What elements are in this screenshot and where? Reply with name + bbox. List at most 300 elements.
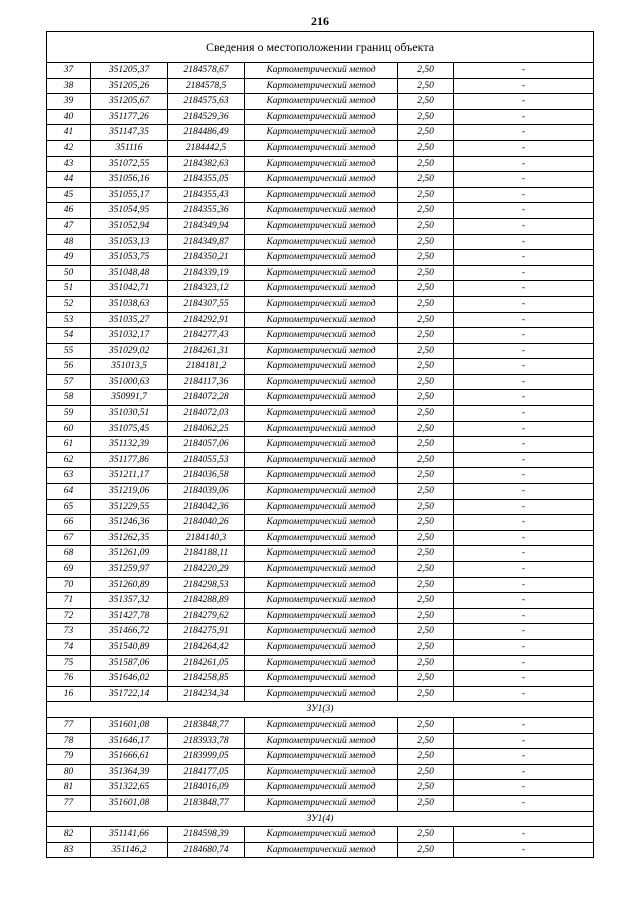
cell-point-number: 72 — [47, 608, 91, 624]
cell-note: - — [454, 686, 594, 702]
page-number: 216 — [311, 14, 329, 28]
cell-point-number: 49 — [47, 250, 91, 266]
cell-note: - — [454, 250, 594, 266]
cell-method: Картометрический метод — [245, 421, 398, 437]
cell-y-coordinate: 2184140,3 — [168, 530, 245, 546]
cell-x-coordinate: 351322,65 — [91, 780, 168, 796]
cell-method: Картометрический метод — [245, 328, 398, 344]
cell-point-number: 39 — [47, 94, 91, 110]
cell-accuracy: 2,50 — [398, 94, 454, 110]
cell-y-coordinate: 2184072,03 — [168, 406, 245, 422]
cell-note: - — [454, 608, 594, 624]
cell-method: Картометрический метод — [245, 359, 398, 375]
cell-accuracy: 2,50 — [398, 140, 454, 156]
cell-y-coordinate: 2184355,43 — [168, 187, 245, 203]
cell-accuracy: 2,50 — [398, 624, 454, 640]
table-row — [47, 140, 594, 156]
cell-y-coordinate: 2184177,05 — [168, 764, 245, 780]
cell-note: - — [454, 421, 594, 437]
cell-point-number: 55 — [47, 343, 91, 359]
cell-point-number: 64 — [47, 484, 91, 500]
cell-x-coordinate: 351072,55 — [91, 156, 168, 172]
cell-y-coordinate: 2184036,58 — [168, 468, 245, 484]
cell-point-number: 63 — [47, 468, 91, 484]
section-header-row — [47, 811, 594, 827]
cell-note: - — [454, 265, 594, 281]
cell-x-coordinate: 351427,78 — [91, 608, 168, 624]
cell-note: - — [454, 312, 594, 328]
cell-method: Картометрический метод — [245, 63, 398, 79]
cell-method: Картометрический метод — [245, 281, 398, 297]
cell-note: - — [454, 499, 594, 515]
cell-accuracy: 2,50 — [398, 265, 454, 281]
cell-accuracy: 2,50 — [398, 234, 454, 250]
cell-accuracy: 2,50 — [398, 296, 454, 312]
cell-point-number: 71 — [47, 593, 91, 609]
cell-x-coordinate: 351211,17 — [91, 468, 168, 484]
cell-point-number: 51 — [47, 281, 91, 297]
cell-note: - — [454, 827, 594, 843]
cell-note: - — [454, 296, 594, 312]
cell-accuracy: 2,50 — [398, 421, 454, 437]
cell-accuracy: 2,50 — [398, 484, 454, 500]
cell-point-number: 81 — [47, 780, 91, 796]
cell-method: Картометрический метод — [245, 250, 398, 266]
table-row — [47, 203, 594, 219]
cell-x-coordinate: 351666,61 — [91, 749, 168, 765]
cell-note: - — [454, 655, 594, 671]
cell-point-number: 58 — [47, 390, 91, 406]
table-row — [47, 780, 594, 796]
table-body — [47, 63, 594, 858]
cell-x-coordinate: 351052,94 — [91, 218, 168, 234]
cell-method: Картометрический метод — [245, 452, 398, 468]
cell-point-number: 82 — [47, 827, 91, 843]
table-caption-row — [47, 32, 594, 63]
table-row — [47, 562, 594, 578]
cell-y-coordinate: 2184350,21 — [168, 250, 245, 266]
cell-point-number: 47 — [47, 218, 91, 234]
cell-accuracy: 2,50 — [398, 281, 454, 297]
cell-accuracy: 2,50 — [398, 78, 454, 94]
cell-y-coordinate: 2184275,91 — [168, 624, 245, 640]
cell-method: Картометрический метод — [245, 125, 398, 141]
cell-point-number: 40 — [47, 109, 91, 125]
cell-point-number: 41 — [47, 125, 91, 141]
cell-point-number: 77 — [47, 795, 91, 811]
cell-note: - — [454, 234, 594, 250]
cell-point-number: 70 — [47, 577, 91, 593]
cell-note: - — [454, 577, 594, 593]
cell-accuracy: 2,50 — [398, 780, 454, 796]
table-row — [47, 639, 594, 655]
cell-y-coordinate: 2184292,91 — [168, 312, 245, 328]
cell-accuracy: 2,50 — [398, 109, 454, 125]
cell-point-number: 61 — [47, 437, 91, 453]
cell-x-coordinate: 351246,36 — [91, 515, 168, 531]
table-row — [47, 187, 594, 203]
table-row — [47, 733, 594, 749]
cell-point-number: 60 — [47, 421, 91, 437]
cell-x-coordinate: 351132,39 — [91, 437, 168, 453]
cell-y-coordinate: 2184188,11 — [168, 546, 245, 562]
cell-method: Картометрический метод — [245, 780, 398, 796]
cell-accuracy: 2,50 — [398, 671, 454, 687]
cell-note: - — [454, 671, 594, 687]
cell-x-coordinate: 351357,32 — [91, 593, 168, 609]
table-row — [47, 452, 594, 468]
cell-method: Картометрический метод — [245, 390, 398, 406]
cell-note: - — [454, 593, 594, 609]
table-row — [47, 842, 594, 858]
cell-point-number: 73 — [47, 624, 91, 640]
cell-y-coordinate: 2184298,53 — [168, 577, 245, 593]
table-row — [47, 218, 594, 234]
cell-accuracy: 2,50 — [398, 562, 454, 578]
cell-note: - — [454, 624, 594, 640]
cell-y-coordinate: 2184578,5 — [168, 78, 245, 94]
table-row — [47, 717, 594, 733]
cell-accuracy: 2,50 — [398, 608, 454, 624]
cell-y-coordinate: 2184117,36 — [168, 374, 245, 390]
table-row — [47, 312, 594, 328]
cell-accuracy: 2,50 — [398, 593, 454, 609]
cell-note: - — [454, 484, 594, 500]
cell-x-coordinate: 351205,26 — [91, 78, 168, 94]
cell-x-coordinate: 351262,35 — [91, 530, 168, 546]
table-row — [47, 484, 594, 500]
cell-x-coordinate: 351722,14 — [91, 686, 168, 702]
table-row — [47, 530, 594, 546]
cell-y-coordinate: 2184220,29 — [168, 562, 245, 578]
table-row — [47, 359, 594, 375]
table-row — [47, 608, 594, 624]
cell-method: Картометрический метод — [245, 655, 398, 671]
cell-note: - — [454, 359, 594, 375]
cell-accuracy: 2,50 — [398, 156, 454, 172]
cell-x-coordinate: 351029,02 — [91, 343, 168, 359]
cell-y-coordinate: 2184040,26 — [168, 515, 245, 531]
cell-point-number: 76 — [47, 671, 91, 687]
cell-note: - — [454, 639, 594, 655]
cell-note: - — [454, 203, 594, 219]
cell-note: - — [454, 374, 594, 390]
cell-accuracy: 2,50 — [398, 639, 454, 655]
cell-method: Картометрический метод — [245, 686, 398, 702]
cell-point-number: 83 — [47, 842, 91, 858]
cell-point-number: 79 — [47, 749, 91, 765]
table-row — [47, 795, 594, 811]
cell-note: - — [454, 156, 594, 172]
cell-y-coordinate: 2184349,87 — [168, 234, 245, 250]
cell-y-coordinate: 2183848,77 — [168, 795, 245, 811]
cell-accuracy: 2,50 — [398, 468, 454, 484]
cell-x-coordinate: 351030,51 — [91, 406, 168, 422]
cell-y-coordinate: 2184486,49 — [168, 125, 245, 141]
table-row — [47, 78, 594, 94]
cell-note: - — [454, 343, 594, 359]
cell-point-number: 77 — [47, 717, 91, 733]
cell-point-number: 75 — [47, 655, 91, 671]
cell-point-number: 54 — [47, 328, 91, 344]
table-row — [47, 655, 594, 671]
cell-note: - — [454, 390, 594, 406]
cell-method: Картометрический метод — [245, 343, 398, 359]
table-row — [47, 374, 594, 390]
table-row — [47, 827, 594, 843]
cell-point-number: 45 — [47, 187, 91, 203]
cell-method: Картометрический метод — [245, 140, 398, 156]
cell-y-coordinate: 2184277,43 — [168, 328, 245, 344]
cell-accuracy: 2,50 — [398, 655, 454, 671]
cell-x-coordinate: 351147,35 — [91, 125, 168, 141]
cell-method: Картометрический метод — [245, 733, 398, 749]
cell-method: Картометрический метод — [245, 78, 398, 94]
cell-note: - — [454, 452, 594, 468]
section-label: ЗУ1(3) — [47, 702, 594, 718]
cell-x-coordinate: 351601,08 — [91, 795, 168, 811]
table-row — [47, 624, 594, 640]
table-row — [47, 281, 594, 297]
cell-point-number: 59 — [47, 406, 91, 422]
cell-y-coordinate: 2184062,25 — [168, 421, 245, 437]
cell-y-coordinate: 2184288,89 — [168, 593, 245, 609]
cell-y-coordinate: 2183999,05 — [168, 749, 245, 765]
cell-y-coordinate: 2184072,28 — [168, 390, 245, 406]
cell-accuracy: 2,50 — [398, 577, 454, 593]
cell-accuracy: 2,50 — [398, 530, 454, 546]
table-row — [47, 468, 594, 484]
cell-accuracy: 2,50 — [398, 717, 454, 733]
cell-accuracy: 2,50 — [398, 546, 454, 562]
cell-note: - — [454, 437, 594, 453]
cell-accuracy: 2,50 — [398, 328, 454, 344]
cell-note: - — [454, 140, 594, 156]
cell-y-coordinate: 2184039,06 — [168, 484, 245, 500]
cell-note: - — [454, 749, 594, 765]
cell-point-number: 74 — [47, 639, 91, 655]
cell-y-coordinate: 2183933,78 — [168, 733, 245, 749]
cell-x-coordinate: 351055,17 — [91, 187, 168, 203]
cell-x-coordinate: 351141,66 — [91, 827, 168, 843]
table-row — [47, 63, 594, 79]
cell-y-coordinate: 2184057,06 — [168, 437, 245, 453]
cell-y-coordinate: 2184261,05 — [168, 655, 245, 671]
cell-x-coordinate: 351053,75 — [91, 250, 168, 266]
table-row — [47, 686, 594, 702]
table-row — [47, 234, 594, 250]
table-row — [47, 109, 594, 125]
cell-method: Картометрический метод — [245, 265, 398, 281]
cell-accuracy: 2,50 — [398, 733, 454, 749]
cell-method: Картометрический метод — [245, 218, 398, 234]
cell-x-coordinate: 351032,17 — [91, 328, 168, 344]
cell-accuracy: 2,50 — [398, 390, 454, 406]
table-row — [47, 172, 594, 188]
cell-x-coordinate: 351364,39 — [91, 764, 168, 780]
cell-method: Картометрический метод — [245, 187, 398, 203]
cell-method: Картометрический метод — [245, 437, 398, 453]
table-row — [47, 546, 594, 562]
cell-note: - — [454, 328, 594, 344]
cell-y-coordinate: 2184042,36 — [168, 499, 245, 515]
cell-method: Картометрический метод — [245, 608, 398, 624]
cell-note: - — [454, 63, 594, 79]
cell-point-number: 52 — [47, 296, 91, 312]
cell-method: Картометрический метод — [245, 203, 398, 219]
cell-method: Картометрический метод — [245, 234, 398, 250]
table-row — [47, 265, 594, 281]
cell-note: - — [454, 218, 594, 234]
cell-method: Картометрический метод — [245, 468, 398, 484]
cell-y-coordinate: 2184680,74 — [168, 842, 245, 858]
cell-note: - — [454, 795, 594, 811]
cell-x-coordinate: 351048,48 — [91, 265, 168, 281]
cell-y-coordinate: 2184349,94 — [168, 218, 245, 234]
cell-method: Картометрический метод — [245, 562, 398, 578]
table-row — [47, 406, 594, 422]
section-header-row — [47, 702, 594, 718]
cell-y-coordinate: 2184323,12 — [168, 281, 245, 297]
cell-point-number: 48 — [47, 234, 91, 250]
cell-point-number: 56 — [47, 359, 91, 375]
cell-note: - — [454, 530, 594, 546]
cell-method: Картометрический метод — [245, 484, 398, 500]
table-row — [47, 328, 594, 344]
cell-method: Картометрический метод — [245, 109, 398, 125]
table-row — [47, 125, 594, 141]
table-row — [47, 250, 594, 266]
cell-x-coordinate: 351205,37 — [91, 63, 168, 79]
cell-accuracy: 2,50 — [398, 359, 454, 375]
cell-y-coordinate: 2184575,63 — [168, 94, 245, 110]
cell-note: - — [454, 78, 594, 94]
cell-y-coordinate: 2184181,2 — [168, 359, 245, 375]
cell-x-coordinate: 351219,06 — [91, 484, 168, 500]
cell-accuracy: 2,50 — [398, 125, 454, 141]
cell-method: Картометрический метод — [245, 94, 398, 110]
table-row — [47, 593, 594, 609]
cell-method: Картометрический метод — [245, 296, 398, 312]
table-row — [47, 296, 594, 312]
table-row — [47, 671, 594, 687]
cell-y-coordinate: 2184355,05 — [168, 172, 245, 188]
cell-note: - — [454, 281, 594, 297]
cell-note: - — [454, 515, 594, 531]
cell-method: Картометрический метод — [245, 624, 398, 640]
cell-x-coordinate: 351261,09 — [91, 546, 168, 562]
cell-x-coordinate: 351646,17 — [91, 733, 168, 749]
cell-note: - — [454, 172, 594, 188]
cell-point-number: 44 — [47, 172, 91, 188]
cell-point-number: 37 — [47, 63, 91, 79]
cell-y-coordinate: 2183848,77 — [168, 717, 245, 733]
cell-accuracy: 2,50 — [398, 686, 454, 702]
cell-note: - — [454, 125, 594, 141]
table-row — [47, 390, 594, 406]
cell-note: - — [454, 406, 594, 422]
cell-x-coordinate: 351587,06 — [91, 655, 168, 671]
cell-accuracy: 2,50 — [398, 312, 454, 328]
boundary-coordinates-table — [46, 31, 594, 858]
cell-method: Картометрический метод — [245, 671, 398, 687]
cell-point-number: 16 — [47, 686, 91, 702]
cell-y-coordinate: 2184529,36 — [168, 109, 245, 125]
cell-method: Картометрический метод — [245, 499, 398, 515]
cell-accuracy: 2,50 — [398, 218, 454, 234]
cell-x-coordinate: 351177,26 — [91, 109, 168, 125]
table-row — [47, 437, 594, 453]
cell-point-number: 66 — [47, 515, 91, 531]
cell-x-coordinate: 351053,13 — [91, 234, 168, 250]
cell-point-number: 57 — [47, 374, 91, 390]
cell-point-number: 50 — [47, 265, 91, 281]
cell-x-coordinate: 351229,55 — [91, 499, 168, 515]
cell-note: - — [454, 562, 594, 578]
cell-x-coordinate: 351601,08 — [91, 717, 168, 733]
cell-method: Картометрический метод — [245, 842, 398, 858]
cell-accuracy: 2,50 — [398, 343, 454, 359]
cell-y-coordinate: 2184234,34 — [168, 686, 245, 702]
cell-method: Картометрический метод — [245, 406, 398, 422]
cell-method: Картометрический метод — [245, 827, 398, 843]
cell-x-coordinate: 351177,86 — [91, 452, 168, 468]
cell-x-coordinate: 351042,71 — [91, 281, 168, 297]
cell-x-coordinate: 350991,7 — [91, 390, 168, 406]
cell-note: - — [454, 546, 594, 562]
cell-x-coordinate: 351116 — [91, 140, 168, 156]
cell-note: - — [454, 109, 594, 125]
cell-method: Картометрический метод — [245, 593, 398, 609]
cell-x-coordinate: 351035,27 — [91, 312, 168, 328]
cell-y-coordinate: 2184261,31 — [168, 343, 245, 359]
cell-accuracy: 2,50 — [398, 842, 454, 858]
cell-method: Картометрический метод — [245, 172, 398, 188]
cell-x-coordinate: 351205,67 — [91, 94, 168, 110]
cell-y-coordinate: 2184016,09 — [168, 780, 245, 796]
cell-x-coordinate: 351075,45 — [91, 421, 168, 437]
cell-x-coordinate: 351013,5 — [91, 359, 168, 375]
cell-point-number: 67 — [47, 530, 91, 546]
cell-method: Картометрический метод — [245, 156, 398, 172]
table-row — [47, 764, 594, 780]
cell-method: Картометрический метод — [245, 749, 398, 765]
table-row — [47, 577, 594, 593]
cell-method: Картометрический метод — [245, 312, 398, 328]
cell-y-coordinate: 2184578,67 — [168, 63, 245, 79]
table-row — [47, 499, 594, 515]
cell-x-coordinate: 351260,89 — [91, 577, 168, 593]
cell-y-coordinate: 2184382,63 — [168, 156, 245, 172]
cell-note: - — [454, 780, 594, 796]
table-row — [47, 343, 594, 359]
cell-accuracy: 2,50 — [398, 187, 454, 203]
cell-accuracy: 2,50 — [398, 374, 454, 390]
cell-point-number: 80 — [47, 764, 91, 780]
cell-accuracy: 2,50 — [398, 63, 454, 79]
cell-accuracy: 2,50 — [398, 437, 454, 453]
cell-accuracy: 2,50 — [398, 250, 454, 266]
cell-accuracy: 2,50 — [398, 749, 454, 765]
cell-point-number: 42 — [47, 140, 91, 156]
cell-x-coordinate: 351000,63 — [91, 374, 168, 390]
cell-point-number: 68 — [47, 546, 91, 562]
cell-point-number: 46 — [47, 203, 91, 219]
cell-method: Картометрический метод — [245, 546, 398, 562]
cell-x-coordinate: 351054,95 — [91, 203, 168, 219]
cell-method: Картометрический метод — [245, 717, 398, 733]
cell-x-coordinate: 351646,02 — [91, 671, 168, 687]
